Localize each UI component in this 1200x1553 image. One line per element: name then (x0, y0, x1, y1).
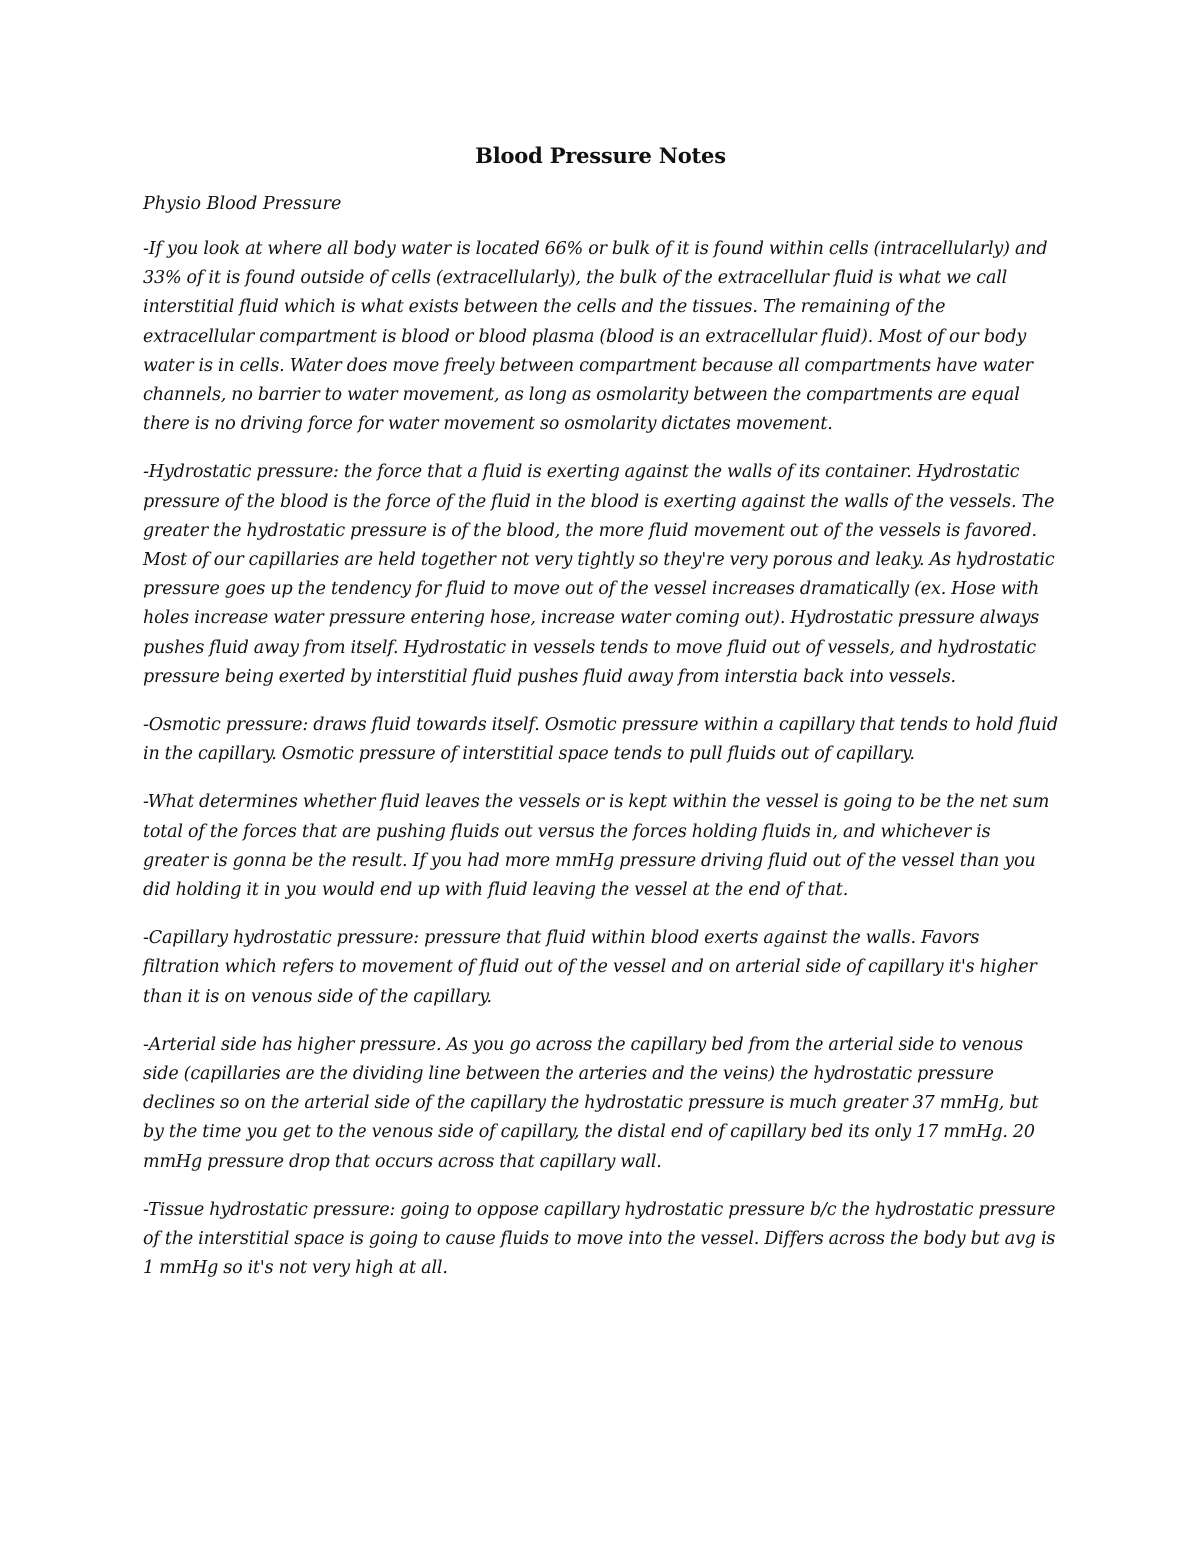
paragraph-body-water: -If you look at where all body water is located 66% or bulk of it is found within cells (intracellularly) and 33% of it is found outside of cells (extracellularly), the bulk of the extracellular fluid is what we call interstitial fluid which is what exists between the cells and the tissues. The remaining of the extracellular compartment is blood or blood plasma (blood is an extracellular fluid). Most of our body water is in cells. Water does move freely between compartment because all compartments have water channels, no barrier to water movement, as long as osmolarity between the compartments are equal there is no driving force for water movement so osmolarity dictates movement. (143, 239, 1048, 435)
paragraph-capillary-hydrostatic-pressure: -Capillary hydrostatic pressure: pressure that fluid within blood exerts against the walls. Favors filtration which refers to movement of fluid out of the vessel and on arterial side of capillary it's higher than it is on venous side of the capillary. (143, 928, 1037, 1007)
paragraph-tissue-hydrostatic-pressure: -Tissue hydrostatic pressure: going to oppose capillary hydrostatic pressure b/c the hydrostatic pressure of the interstitial space is going to cause fluids to move into the vessel. Differs across the body but avg is 1 mmHg so it's not very high at all. (143, 1199, 1056, 1279)
document-subtitle: Physio Blood Pressure (143, 194, 342, 214)
document-title: Blood Pressure Notes (475, 143, 726, 168)
paragraph-arterial-side: -Arterial side has higher pressure. As you go across the capillary bed from the arterial side to venous side (capillaries are the dividing line between the arteries and the veins) the hydrostatic pressure declines so on the arterial side of the capillary the hydrostatic pressure is much greater 37 mmHg, but by the time you get to the venous side of capillary, the distal end of capillary bed its only 17 mmHg. 20 mmHg pressure drop that occurs across that capillary wall. (143, 1034, 1039, 1172)
paragraph-osmotic-pressure: -Osmotic pressure: draws fluid towards itself. Osmotic pressure within a capillary that tends to hold fluid in the capillary. Osmotic pressure of interstitial space tends to pull fluids out of capillary. (143, 715, 1058, 765)
paragraph-net-forces: -What determines whether fluid leaves the vessels or is kept within the vessel is going to be the net sum total of the forces that are pushing fluids out versus the forces holding fluids in, and whichever is greater is gonna be the result. If you had more mmHg pressure driving fluid out of the vessel than you did holding it in you would end up with fluid leaving the vessel at the end of that. (143, 792, 1050, 901)
document-page (143, 140, 1058, 1303)
paragraph-hydrostatic-pressure: -Hydrostatic pressure: the force that a fluid is exerting against the walls of its container. Hydrostatic pressure of the blood is the force of the fluid in the blood is exerting against the walls of the vessels. The greater the hydrostatic pressure is of the blood, the more fluid movement out of the vessels is favored. Most of our capillaries are held together not very tightly so they're very porous and leaky. As hydrostatic pressure goes up the tendency for fluid to move out of the vessel increases dramatically (ex. Hose with holes increase water pressure entering hose, increase water coming out). Hydrostatic pressure always pushes fluid away from itself. Hydrostatic in vessels tends to move fluid out of vessels, and hydrostatic pressure being exerted by interstitial fluid pushes fluid away from interstia back into vessels. (143, 462, 1055, 687)
